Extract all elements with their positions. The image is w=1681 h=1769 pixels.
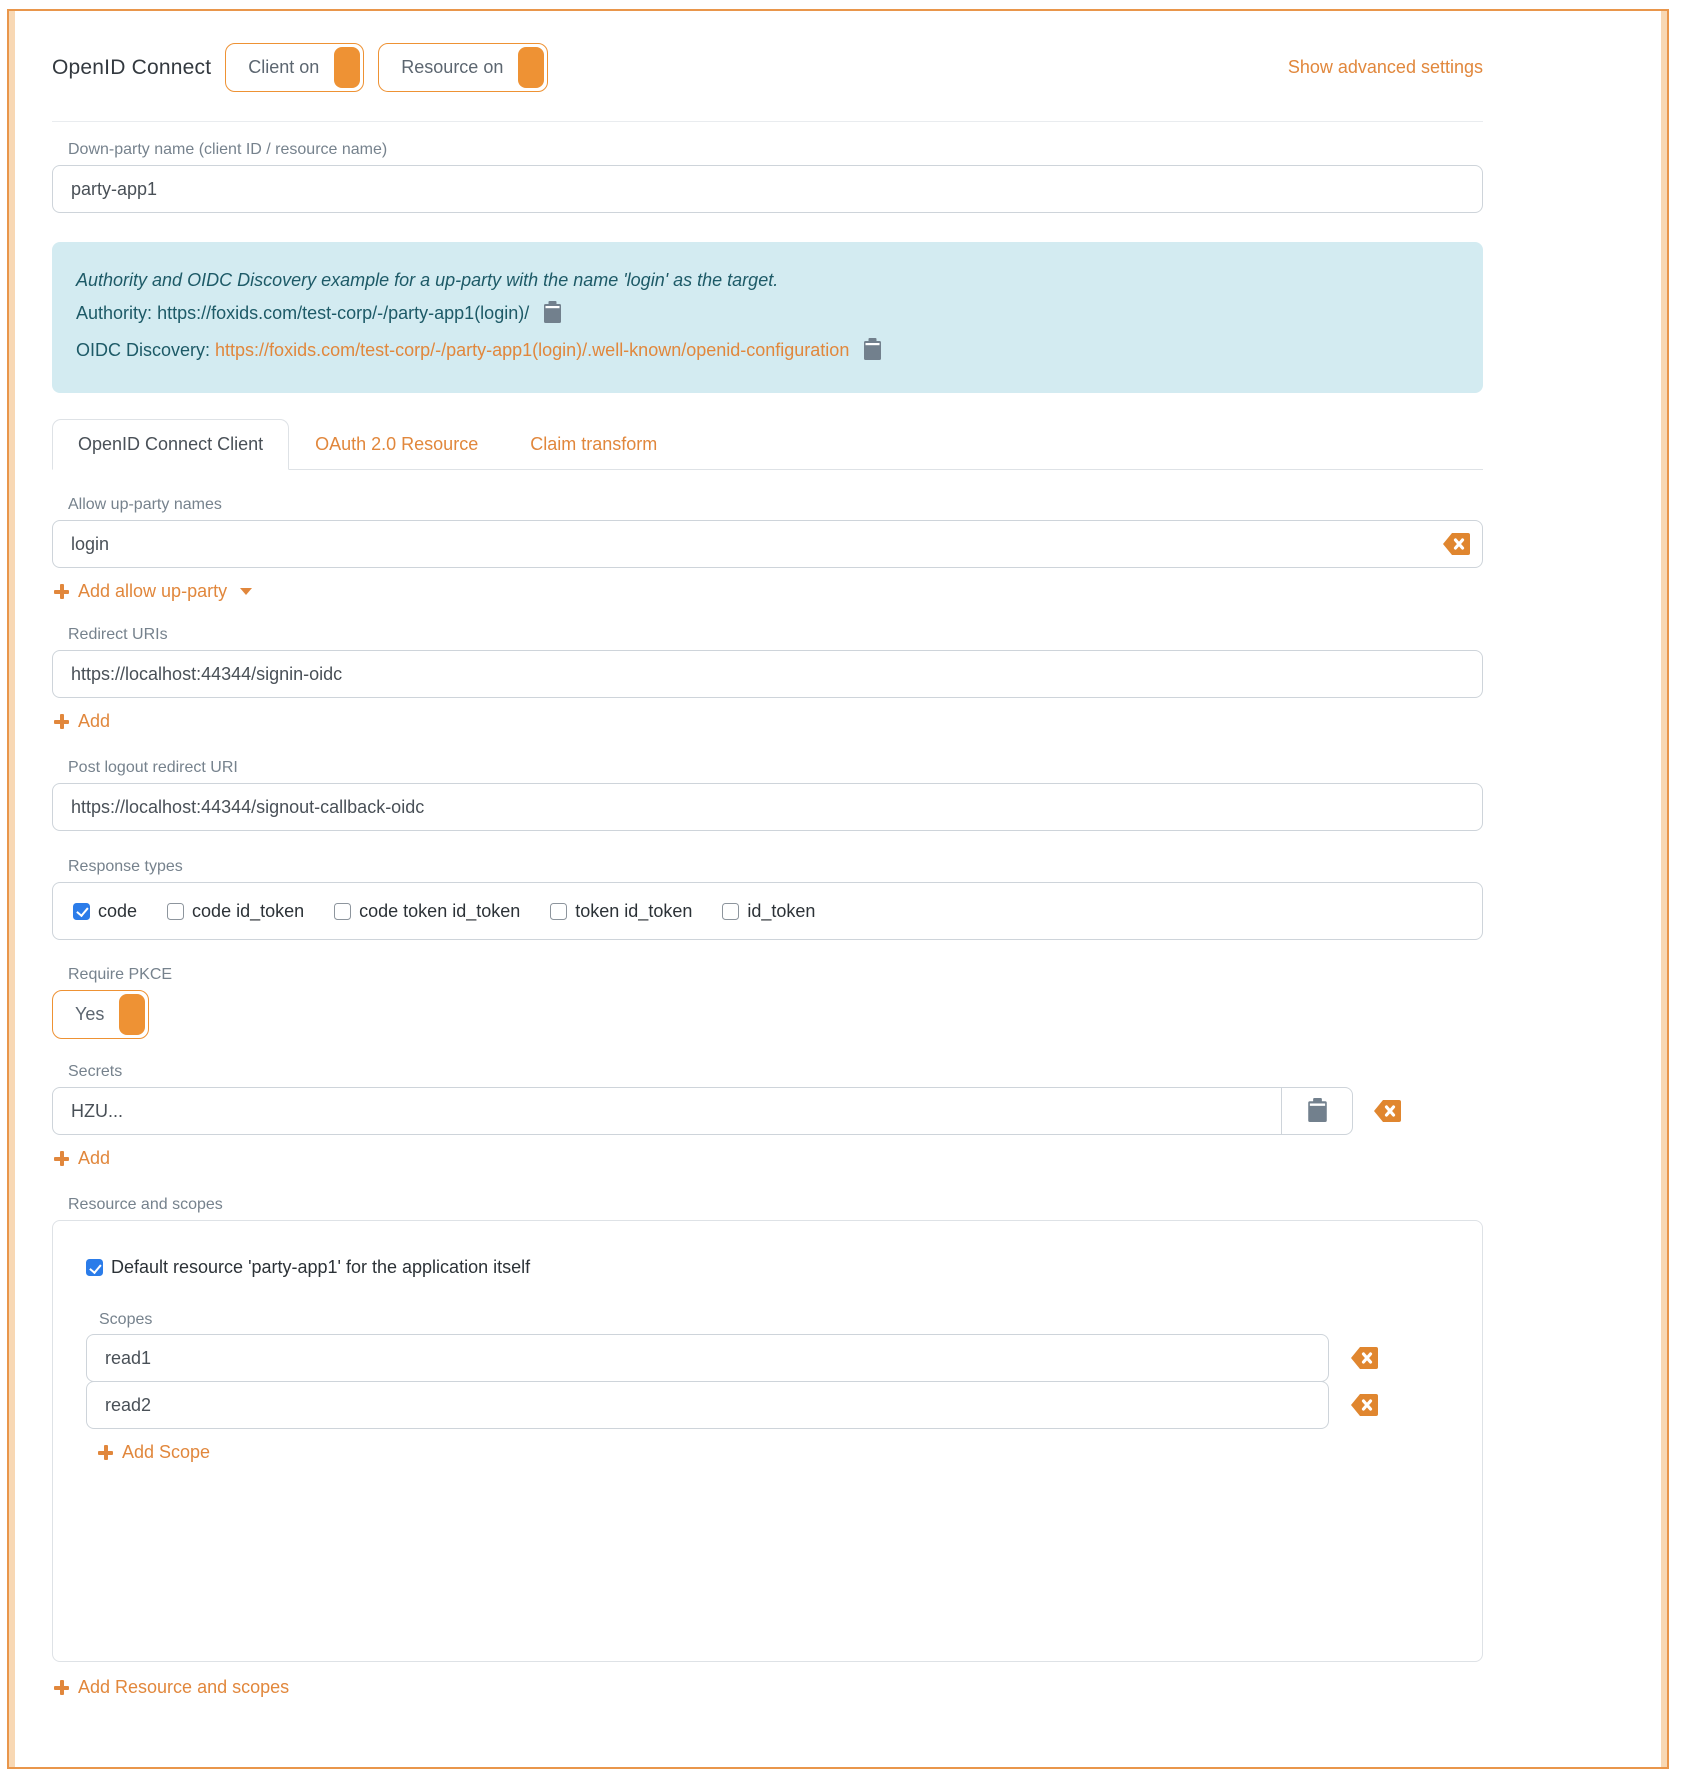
down-party-name-label: Down-party name (client ID / resource name) (68, 141, 388, 158)
secret-input[interactable] (52, 1087, 1282, 1135)
tab-oauth-resource[interactable]: OAuth 2.0 Resource (315, 434, 479, 454)
require-pkce-toggle-label: Yes (75, 1004, 105, 1024)
response-type-code-token-id-token (334, 901, 520, 922)
discovery-line (76, 334, 1459, 371)
backspace-delete-icon (1351, 1404, 1378, 1419)
remove-up-party-button[interactable] (1443, 533, 1470, 555)
add-redirect-uri-link[interactable] (54, 711, 110, 732)
allow-up-party-label: Allow up-party names (68, 496, 222, 513)
add-allow-up-party-link[interactable] (54, 581, 252, 602)
scope-input[interactable] (86, 1381, 1329, 1429)
authority-line (76, 297, 1459, 334)
plus-icon (98, 1445, 113, 1460)
response-type-token-id-token-checkbox[interactable] (550, 903, 567, 920)
response-types-group (52, 882, 1483, 940)
tab-openid-connect-client[interactable]: OpenID Connect Client (52, 419, 289, 470)
response-type-code-checkbox[interactable] (73, 903, 90, 920)
authority-label: Authority: (76, 303, 153, 323)
clipboard-icon[interactable] (543, 301, 562, 334)
authority-value: https://foxids.com/test-corp/-/party-app1(login)/ (157, 303, 530, 323)
authority-info-box (52, 242, 1483, 393)
tab-claim-transform[interactable]: Claim transform (530, 434, 658, 454)
header-divider (52, 121, 1483, 122)
redirect-uri-input[interactable] (52, 650, 1483, 698)
discovery-label: OIDC Discovery: (76, 340, 211, 360)
add-redirect-uri-label: Add (78, 711, 111, 731)
remove-scope-button[interactable] (1351, 1347, 1378, 1369)
show-advanced-settings-link[interactable]: Show advanced settings (1287, 57, 1483, 77)
post-logout-redirect-uri-input[interactable] (52, 783, 1483, 831)
backspace-delete-icon (1443, 543, 1470, 558)
client-on-toggle[interactable] (225, 43, 364, 92)
toggle-knob (119, 994, 145, 1035)
backspace-delete-icon (1374, 1110, 1401, 1125)
page-title: OpenID Connect (52, 55, 212, 79)
copy-secret-button[interactable] (1281, 1087, 1353, 1135)
plus-icon (54, 584, 69, 599)
scope-row (86, 1381, 1449, 1429)
down-party-name-input[interactable] (52, 165, 1483, 213)
response-type-id-token-label: id_token (747, 900, 816, 921)
default-resource-checkbox[interactable] (86, 1259, 103, 1276)
secret-row (52, 1087, 1483, 1135)
client-on-toggle-label: Client on (248, 57, 320, 77)
page-frame (7, 9, 1669, 1769)
header (52, 43, 1483, 92)
add-scope-link[interactable] (98, 1442, 210, 1463)
info-example-line: Authority and OIDC Discovery example for a up-party with the name 'login' as the target. (76, 270, 779, 290)
redirect-uris-label: Redirect URIs (68, 626, 168, 643)
clipboard-icon[interactable] (863, 338, 882, 371)
resource-on-toggle[interactable] (378, 43, 548, 92)
response-type-id-token-checkbox[interactable] (722, 903, 739, 920)
add-resource-and-scopes-link[interactable] (54, 1677, 289, 1698)
backspace-delete-icon (1351, 1357, 1378, 1372)
secrets-label: Secrets (68, 1063, 123, 1080)
response-type-code-id-token-checkbox[interactable] (167, 903, 184, 920)
scope-input[interactable] (86, 1334, 1329, 1382)
resource-on-toggle-label: Resource on (401, 57, 504, 77)
plus-icon (54, 714, 69, 729)
scopes-label: Scopes (99, 1311, 153, 1328)
response-type-code-id-token-label: code id_token (192, 900, 305, 921)
toggle-knob (334, 47, 360, 88)
response-type-id-token (722, 901, 815, 922)
plus-icon (54, 1151, 69, 1166)
remove-scope-button[interactable] (1351, 1394, 1378, 1416)
response-type-token-id-token (550, 901, 692, 922)
require-pkce-toggle[interactable] (52, 990, 149, 1039)
require-pkce-label: Require PKCE (68, 966, 173, 983)
secret-input-group (52, 1087, 1353, 1135)
tab-bar (52, 419, 1483, 470)
allow-up-party-row (52, 520, 1483, 568)
default-resource-label: Default resource 'party-app1' for the application itself (111, 1257, 531, 1277)
remove-secret-button[interactable] (1374, 1100, 1401, 1122)
oidc-discovery-link[interactable]: https://foxids.com/test-corp/-/party-app1(login)/.well-known/openid-configuration (215, 340, 850, 360)
post-logout-label: Post logout redirect URI (68, 759, 238, 776)
resource-and-scopes-box (52, 1220, 1483, 1662)
resource-and-scopes-label: Resource and scopes (68, 1196, 223, 1213)
add-secret-link[interactable] (54, 1148, 110, 1169)
scope-row (86, 1334, 1449, 1382)
response-type-code-label: code (98, 900, 138, 921)
toggle-knob (518, 47, 544, 88)
response-type-code-id-token (167, 901, 304, 922)
oidc-down-party-form (9, 11, 1667, 1740)
response-types-label: Response types (68, 858, 183, 875)
clipboard-icon (1307, 1098, 1328, 1125)
response-type-token-id-token-label: token id_token (575, 900, 693, 921)
response-type-code-token-id-token-label: code token id_token (359, 900, 521, 921)
add-resource-and-scopes-label: Add Resource and scopes (78, 1677, 290, 1697)
add-allow-up-party-label: Add allow up-party (78, 581, 228, 601)
response-type-code-token-id-token-checkbox[interactable] (334, 903, 351, 920)
default-resource-row (86, 1257, 530, 1278)
caret-down-icon (240, 588, 252, 595)
add-secret-label: Add (78, 1148, 111, 1168)
allow-up-party-input[interactable] (52, 520, 1483, 568)
add-scope-label: Add Scope (122, 1442, 211, 1462)
plus-icon (54, 1680, 69, 1695)
response-type-code (73, 901, 137, 922)
